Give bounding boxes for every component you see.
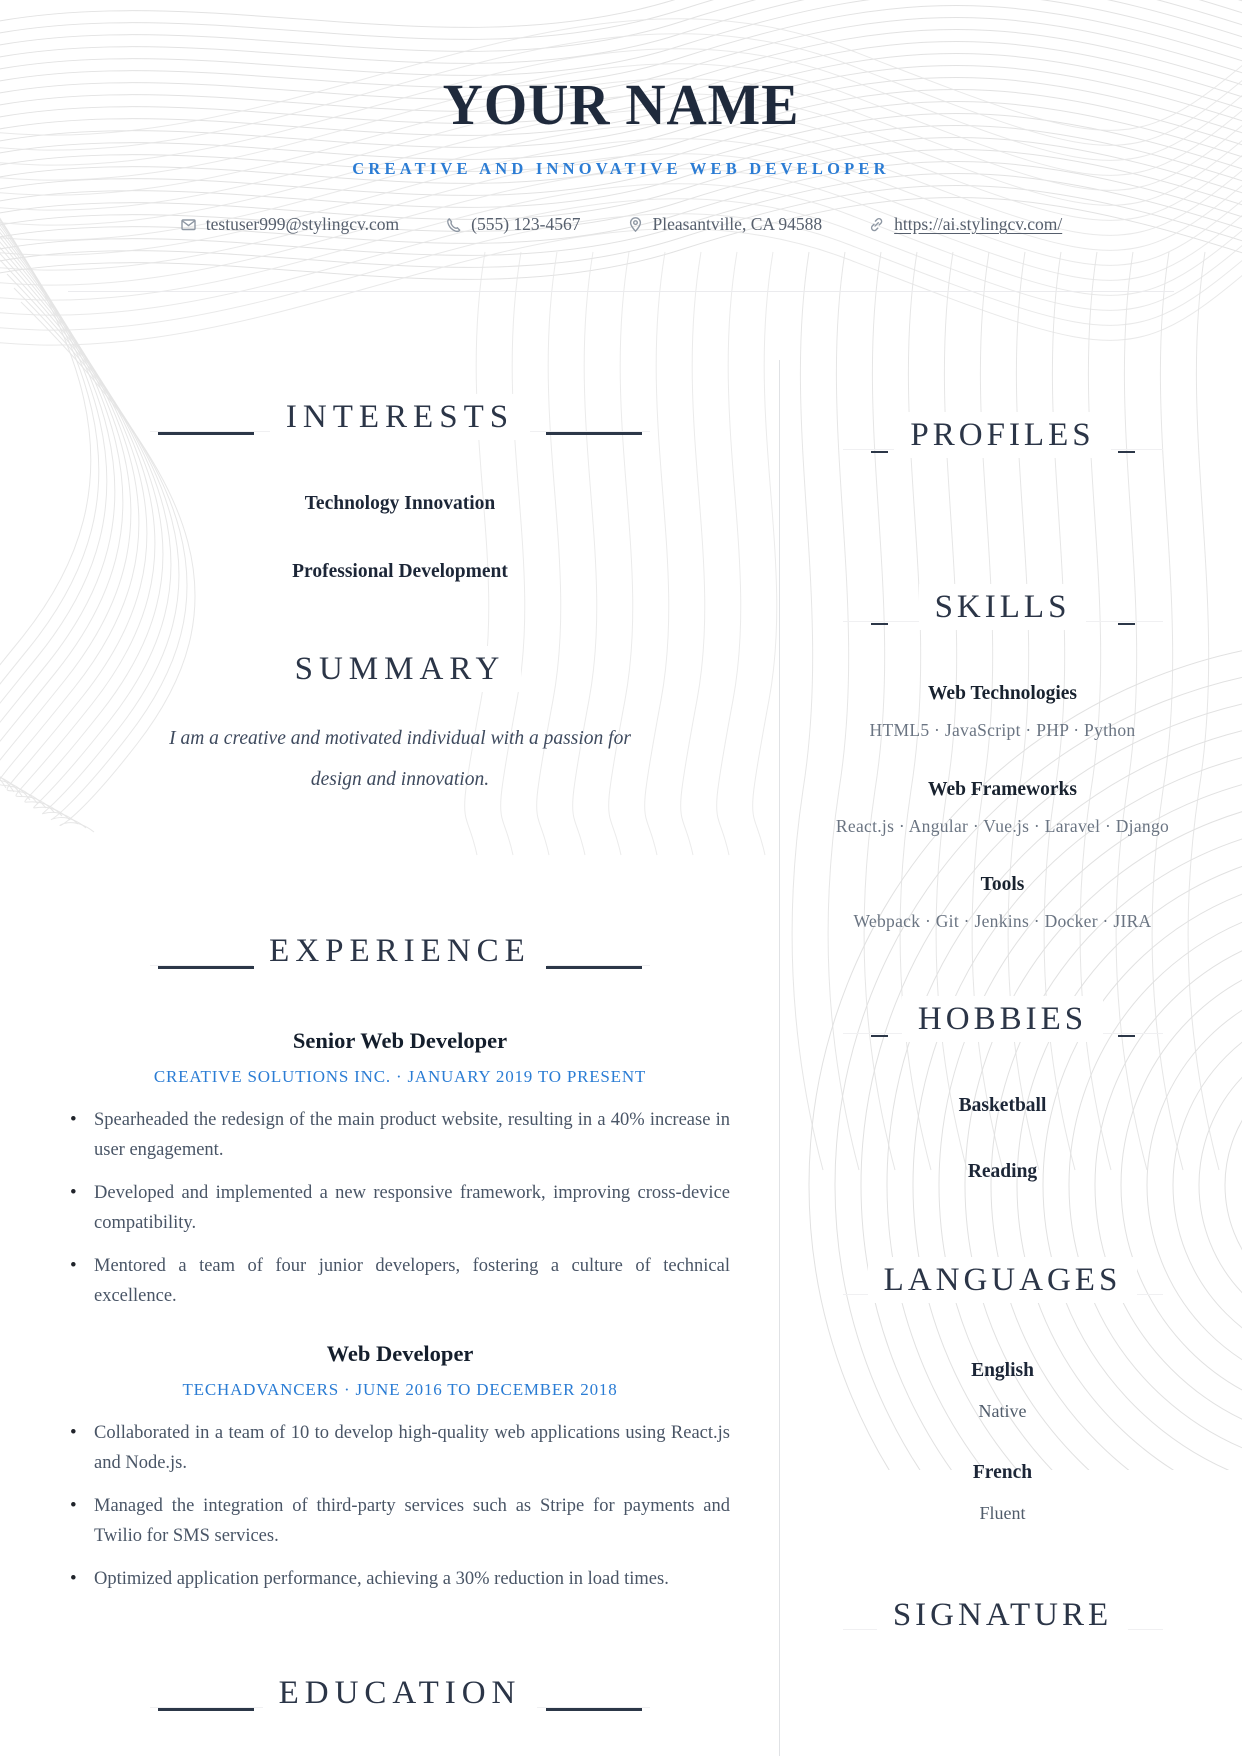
interest-item: Technology Innovation [304,493,496,514]
header [0,0,1242,292]
contact-row [0,214,1242,235]
experience-job [70,1026,730,1311]
bullet-dot-icon: • [70,1182,77,1203]
signature-title: SIGNATURE [877,1592,1128,1638]
contact-email-text: testuser999@stylingcv.com [205,214,400,234]
contact-website [868,214,1062,235]
experience-title: EXPERIENCE [253,928,547,974]
skills-title: SKILLS [919,584,1087,630]
side-column [779,292,1242,1756]
experience-bullet: • Developed and implemented a new responsive framework, improving cross-device compatibility. [70,1178,730,1238]
section-heading-summary [70,646,730,692]
heading-dash-left [158,432,254,435]
section-heading-languages [791,1257,1214,1303]
section-heading-signature [791,1592,1214,1638]
page-title: YOUR NAME [442,72,800,137]
job-role: Web Developer [326,1341,474,1366]
location-icon [627,216,644,233]
main-column [0,292,779,1756]
language-name: French [972,1462,1033,1483]
heading-dash-right [546,432,642,435]
experience-bullet: • Optimized application performance, achieving a 30% reduction in load times. [70,1564,730,1594]
link-icon [868,216,885,233]
bullet-dot-icon: • [70,1422,77,1443]
contact-location-text: Pleasantville, CA 94588 [652,214,823,234]
job-role: Senior Web Developer [292,1028,508,1053]
column-divider [779,360,780,1756]
heading-dash-left [871,1035,888,1037]
skill-group-name: Tools [980,874,1025,895]
phone-icon [445,216,462,233]
bullet-dot-icon: • [70,1109,77,1130]
content-columns [0,292,1242,1756]
contact-email [180,214,399,235]
language-level: Fluent [979,1503,1026,1523]
language-level: Native [978,1401,1027,1421]
website-link[interactable]: https://ai.stylingcv.com/ [894,214,1063,234]
heading-dash-left [871,451,888,453]
language-name: English [971,1360,1034,1381]
heading-dash-right [546,1708,642,1711]
hobby-item: Basketball [958,1095,1047,1116]
heading-dash-left [158,1708,254,1711]
skill-group-name: Web Frameworks [928,779,1077,800]
job-meta: CREATIVE SOLUTIONS INC. · JANUARY 2019 TO PRESENT [153,1067,647,1086]
education-title: EDUCATION [263,1670,538,1716]
contact-phone-text: (555) 123-4567 [471,214,581,234]
section-heading-profiles [791,412,1214,458]
heading-dash-left [871,623,888,625]
hobby-item: Reading [967,1161,1038,1182]
summary-text: I am a creative and motivated individual with a passion for design and innovation. [169,728,631,790]
tagline: CREATIVE AND INNOVATIVE WEB DEVELOPER [352,159,890,178]
skill-group-name: Web Technologies [928,683,1077,704]
envelope-icon [180,216,197,233]
heading-dash-left [158,966,254,969]
languages-title: LANGUAGES [868,1257,1138,1303]
section-heading-education [70,1670,730,1716]
summary-title: SUMMARY [279,646,522,692]
interests-title: INTERESTS [270,394,530,440]
contact-phone [445,214,580,235]
section-heading-hobbies [791,996,1214,1042]
heading-dash-right [1118,451,1135,453]
skill-group-values: HTML5 · JavaScript · PHP · Python [869,720,1136,740]
experience-job [70,1339,730,1594]
skill-group-values: React.js · Angular · Vue.js · Laravel · Django [835,816,1170,836]
heading-dash-right [1118,623,1135,625]
skill-group-values: Webpack · Git · Jenkins · Docker · JIRA [853,911,1152,931]
experience-bullet: • Mentored a team of four junior developers, fostering a culture of technical excellence. [70,1251,730,1311]
experience-bullet: • Collaborated in a team of 10 to develop high-quality web applications using React.js and Node.js. [70,1418,730,1478]
profiles-title: PROFILES [894,412,1110,458]
heading-dash-right [1118,1035,1135,1037]
hobbies-title: HOBBIES [902,996,1103,1042]
bullet-dot-icon: • [70,1255,77,1276]
contact-location [627,214,823,235]
job-meta: TECHADVANCERS · JUNE 2016 TO DECEMBER 2018 [182,1380,618,1399]
bullet-dot-icon: • [70,1568,77,1589]
section-heading-experience [70,928,730,974]
bullet-dot-icon: • [70,1495,77,1516]
interest-item: Professional Development [292,561,508,582]
heading-dash-right [546,966,642,969]
section-heading-interests [70,394,730,440]
job-bullets [70,1418,730,1594]
experience-bullet: • Spearheaded the redesign of the main product website, resulting in a 40% increase in user engagement. [70,1105,730,1165]
experience-bullet: • Managed the integration of third-party services such as Stripe for payments and Twilio for SMS services. [70,1491,730,1551]
job-bullets [70,1105,730,1311]
section-heading-skills [791,584,1214,630]
